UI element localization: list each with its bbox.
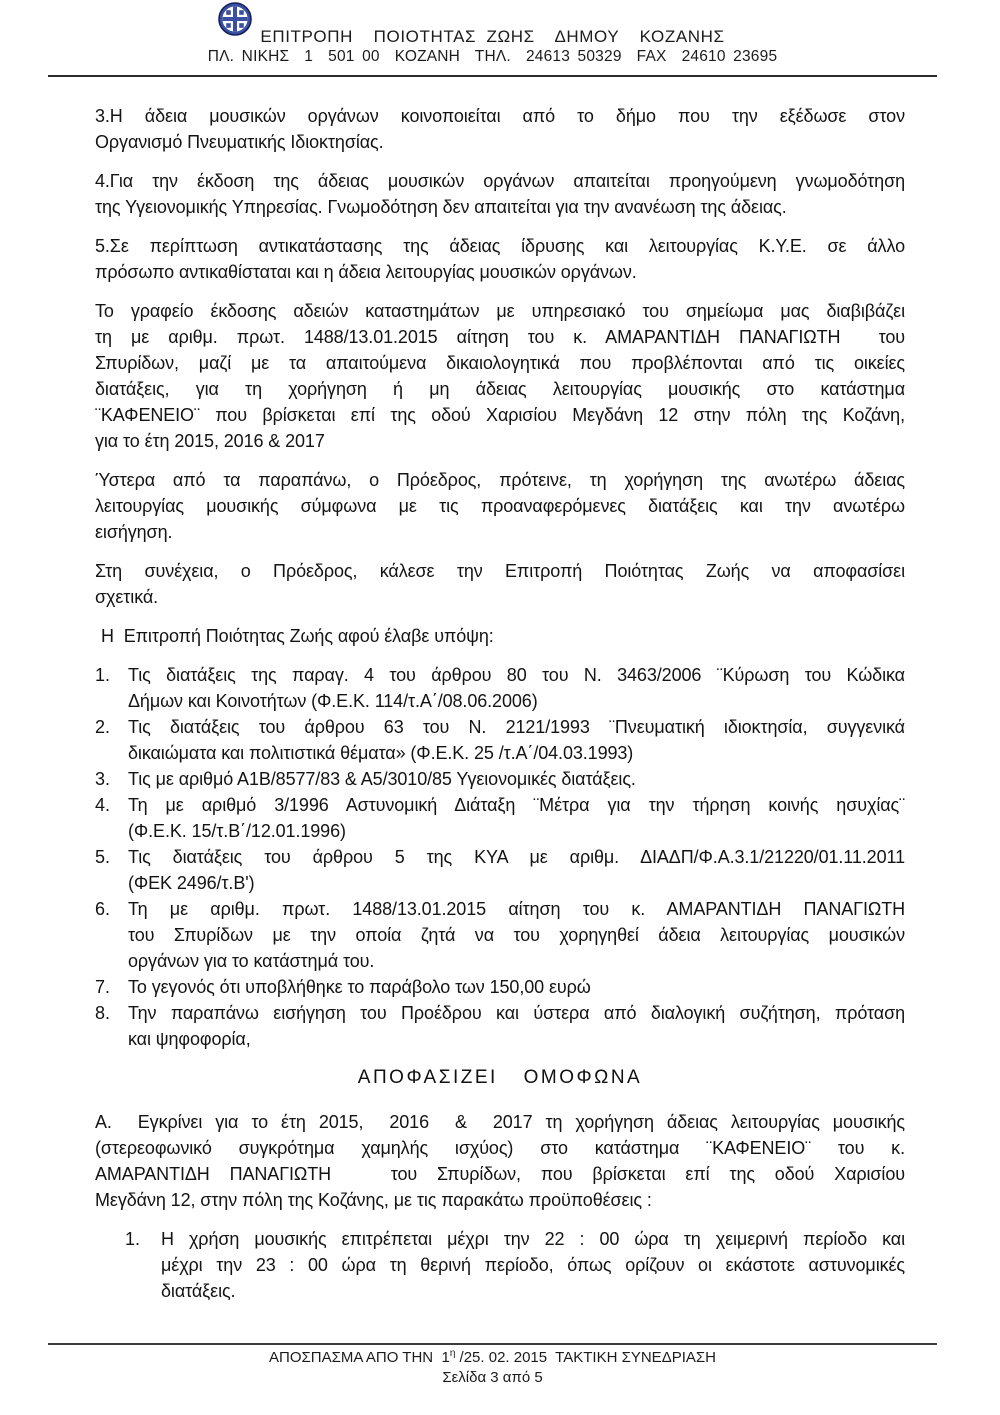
text-line: οργάνων για το κατάστημά του. bbox=[128, 951, 375, 971]
item-text bbox=[128, 974, 905, 1000]
decision-paragraph bbox=[95, 1109, 905, 1213]
text-line: (ΦΕΚ 2496/τ.Β') bbox=[128, 873, 255, 893]
item-text bbox=[128, 1000, 905, 1052]
text-line: δικαιώματα και πολιτιστικά θέματα» (Φ.Ε.Κ. 25 /τ.Α΄/04.03.1993) bbox=[128, 743, 634, 763]
text-line: Την παραπάνω εισήγηση του Προέδρου και ύστερα από διαλογική συζήτηση, πρόταση bbox=[128, 1003, 905, 1023]
text-line: Μεγδάνη 12, στην πόλη της Κοζάνης, με τις παρακάτω προϋποθέσεις : bbox=[95, 1190, 652, 1210]
item-number: 6. bbox=[95, 899, 111, 919]
item-text bbox=[128, 714, 905, 766]
paragraph-5 bbox=[95, 233, 905, 285]
footer-ordinal-suffix: η bbox=[449, 1348, 456, 1359]
text-line: 3.Η άδεια μουσικών οργάνων κοινοποιείται από το δήμο που την εξέδωσε στον bbox=[95, 106, 905, 126]
conditions-list bbox=[125, 1226, 905, 1304]
text-line: διατάξεις. bbox=[161, 1281, 236, 1301]
paragraph-3 bbox=[95, 103, 905, 155]
list-item bbox=[95, 662, 905, 714]
paragraph-4 bbox=[95, 168, 905, 220]
item-text bbox=[128, 844, 905, 896]
text-line: της Υγειονομικής Υπηρεσίας. Γνωμοδότηση δεν απαιτείται για την ανανέωση της άδειας. bbox=[95, 197, 787, 217]
paragraph-referral bbox=[95, 298, 905, 454]
considerations-list bbox=[95, 662, 905, 1052]
text-line: 4.Για την έκδοση της άδειας μουσικών οργάνων απαιτείται προηγούμενη γνωμοδότηση bbox=[95, 171, 905, 191]
footer-session-line bbox=[48, 1348, 937, 1368]
item-text bbox=[128, 662, 905, 714]
text-line: και ψηφοφορία, bbox=[128, 1029, 251, 1049]
text-line: μέχρι την 23 : 00 ώρα τη θερινή περίοδο, όπως ορίζουν οι εκάστοτε αστυνομικές bbox=[161, 1255, 905, 1275]
item-text bbox=[161, 1226, 905, 1304]
text-line: λειτουργίας μουσικής σύμφωνα με τις προαναφερόμενες διατάξεις και την ανωτέρω bbox=[95, 496, 905, 516]
list-item bbox=[95, 974, 905, 1000]
text-line: (στερεοφωνικό συγκρότημα χαμηλής ισχύος) στο κατάστημα ¨ΚΑΦΕΝΕΙΟ¨ του κ. bbox=[95, 1138, 905, 1158]
item-text bbox=[128, 766, 905, 792]
footer-page-number: Σελίδα 3 από 5 bbox=[442, 1369, 543, 1386]
document-header bbox=[48, 0, 937, 77]
text-line: Στη συνέχεια, ο Πρόεδρος, κάλεσε την Επιτροπή Ποιότητας Ζωής να αποφασίσει bbox=[95, 561, 905, 581]
list-item bbox=[95, 792, 905, 844]
text-line: Η χρήση μουσικής επιτρέπεται μέχρι την 22 : 00 ώρα τη χειμερινή περίοδο και bbox=[161, 1229, 905, 1249]
text-line: Δήμων και Κοινοτήτων (Φ.Ε.Κ. 114/τ.Α΄/08.06.2006) bbox=[128, 691, 538, 711]
text-line: (Φ.Ε.Κ. 15/τ.Β΄/12.01.1996) bbox=[128, 821, 346, 841]
document-body bbox=[95, 77, 905, 1304]
text-line: Τις διατάξεις του άρθρου 5 της ΚΥΑ με αριθμ. ΔΙΑΔΠ/Φ.Α.3.1/21220/01.11.2011 bbox=[128, 847, 905, 867]
item-number: 8. bbox=[95, 1003, 111, 1023]
list-item bbox=[95, 896, 905, 974]
footer-session-prefix: ΑΠΟΣΠΑΣΜΑ ΑΠΟ ΤΗΝ 1 bbox=[269, 1349, 450, 1366]
text-line: σχετικά. bbox=[95, 587, 159, 607]
list-item bbox=[95, 1000, 905, 1052]
item-number: 2. bbox=[95, 717, 111, 737]
item-number: 4. bbox=[95, 795, 111, 815]
text-line: Τη με αριθμ. πρωτ. 1488/13.01.2015 αίτηση του κ. ΑΜΑΡΑΝΤΙΔΗ ΠΑΝΑΓΙΩΤΗ bbox=[128, 899, 905, 919]
text-line: για το έτη 2015, 2016 & 2017 bbox=[95, 431, 325, 451]
text-line: Το γεγονός ότι υποβλήθηκε το παράβολο των 150,00 ευρώ bbox=[128, 977, 591, 997]
item-text bbox=[128, 792, 905, 844]
org-name: ΕΠΙΤΡΟΠΗ ΠΟΙΟΤΗΤΑΣ ΖΩΗΣ ΔΗΜΟΥ ΚΟΖΑΝΗΣ bbox=[260, 27, 725, 46]
item-number: 3. bbox=[95, 769, 111, 789]
text-line: πρόσωπο αντικαθίσταται και η άδεια λειτουργίας μουσικών οργάνων. bbox=[95, 262, 637, 282]
municipality-emblem-icon bbox=[218, 2, 252, 36]
text-line: Οργανισμό Πνευματικής Ιδιοκτησίας. bbox=[95, 132, 384, 152]
list-item bbox=[95, 844, 905, 896]
item-text bbox=[128, 896, 905, 974]
document-footer bbox=[48, 1343, 937, 1388]
text-line: ΑΜΑΡΑΝΤΙΔΗ ΠΑΝΑΓΙΩΤΗ του Σπυρίδων, που βρίσκεται επί της οδού Χαρισίου bbox=[95, 1164, 905, 1184]
text-line: τη με αριθμ. πρωτ. 1488/13.01.2015 αίτηση του κ. ΑΜΑΡΑΝΤΙΔΗ ΠΑΝΑΓΙΩΤΗ του bbox=[95, 327, 905, 347]
list-item bbox=[125, 1226, 905, 1304]
text-line: Τις διατάξεις της παραγ. 4 του άρθρου 80 του Ν. 3463/2006 ¨Κύρωση του Κώδικα bbox=[128, 665, 905, 685]
text-line: ¨ΚΑΦΕΝΕΙΟ¨ που βρίσκεται επί της οδού Χαρισίου Μεγδάνη 12 στην πόλη της Κοζάνη, bbox=[95, 405, 905, 425]
item-number: 1. bbox=[125, 1229, 141, 1249]
text-line: Το γραφείο έκδοσης αδειών καταστημάτων με υπηρεσιακό του σημείωμα μας διαβιβάζει bbox=[95, 301, 905, 321]
text-line: 5.Σε περίπτωση αντικατάστασης της άδειας ίδρυσης και λειτουργίας Κ.Υ.Ε. σε άλλο bbox=[95, 236, 905, 256]
list-item bbox=[95, 714, 905, 766]
footer-session-suffix: /25. 02. 2015 ΤΑΚΤΙΚΗ ΣΥΝΕΔΡΙΑΣΗ bbox=[455, 1349, 716, 1366]
decision-heading: ΑΠΟΦΑΣΙΖΕΙ ΟΜΟΦΩΝΑ bbox=[357, 1067, 643, 1088]
text-line: Ύστερα από τα παραπάνω, ο Πρόεδρος, πρότεινε, τη χορήγηση της ανωτέρω άδειας bbox=[95, 470, 905, 490]
paragraph-call-to-decide bbox=[95, 558, 905, 610]
considerations-intro bbox=[95, 623, 905, 649]
text-line: Τη με αριθμό 3/1996 Αστυνομική Διάταξη ¨Μέτρα για την τήρηση κοινής ησυχίας¨ bbox=[128, 795, 905, 815]
paragraph-proposal bbox=[95, 467, 905, 545]
item-number: 5. bbox=[95, 847, 111, 867]
text-line: Η Επιτροπή Ποιότητας Ζωής αφού έλαβε υπόψη: bbox=[101, 626, 494, 646]
text-line: Τις διατάξεις του άρθρου 63 του Ν. 2121/1993 ¨Πνευματική ιδιοκτησία, συγγενικά bbox=[128, 717, 905, 737]
text-line: εισήγηση. bbox=[95, 522, 173, 542]
text-line: Τις με αριθμό Α1Β/8577/83 & Α5/3010/85 Υγειονομικές διατάξεις. bbox=[128, 769, 636, 789]
item-number: 7. bbox=[95, 977, 111, 997]
text-line: Σπυρίδων, μαζί με τα απαιτούμενα δικαιολογητικά που προβλέπονται από τις οικείες bbox=[95, 353, 905, 373]
list-item bbox=[95, 766, 905, 792]
text-line: του Σπυρίδων με την οποία ζητά να του χορηγηθεί άδεια λειτουργίας μουσικών bbox=[128, 925, 905, 945]
text-line: Α. Εγκρίνει για το έτη 2015, 2016 & 2017 τη χορήγηση άδειας λειτουργίας μουσικής bbox=[95, 1112, 905, 1132]
item-number: 1. bbox=[95, 665, 111, 685]
org-address: ΠΛ. ΝΙΚΗΣ 1 501 00 ΚΟΖΑΝΗ ΤΗΛ. 24613 50329 FAX 24610 23695 bbox=[207, 48, 778, 65]
text-line: διατάξεις, για τη χορήγηση ή μη άδειας λειτουργίας μουσικής στο κατάστημα bbox=[95, 379, 905, 399]
